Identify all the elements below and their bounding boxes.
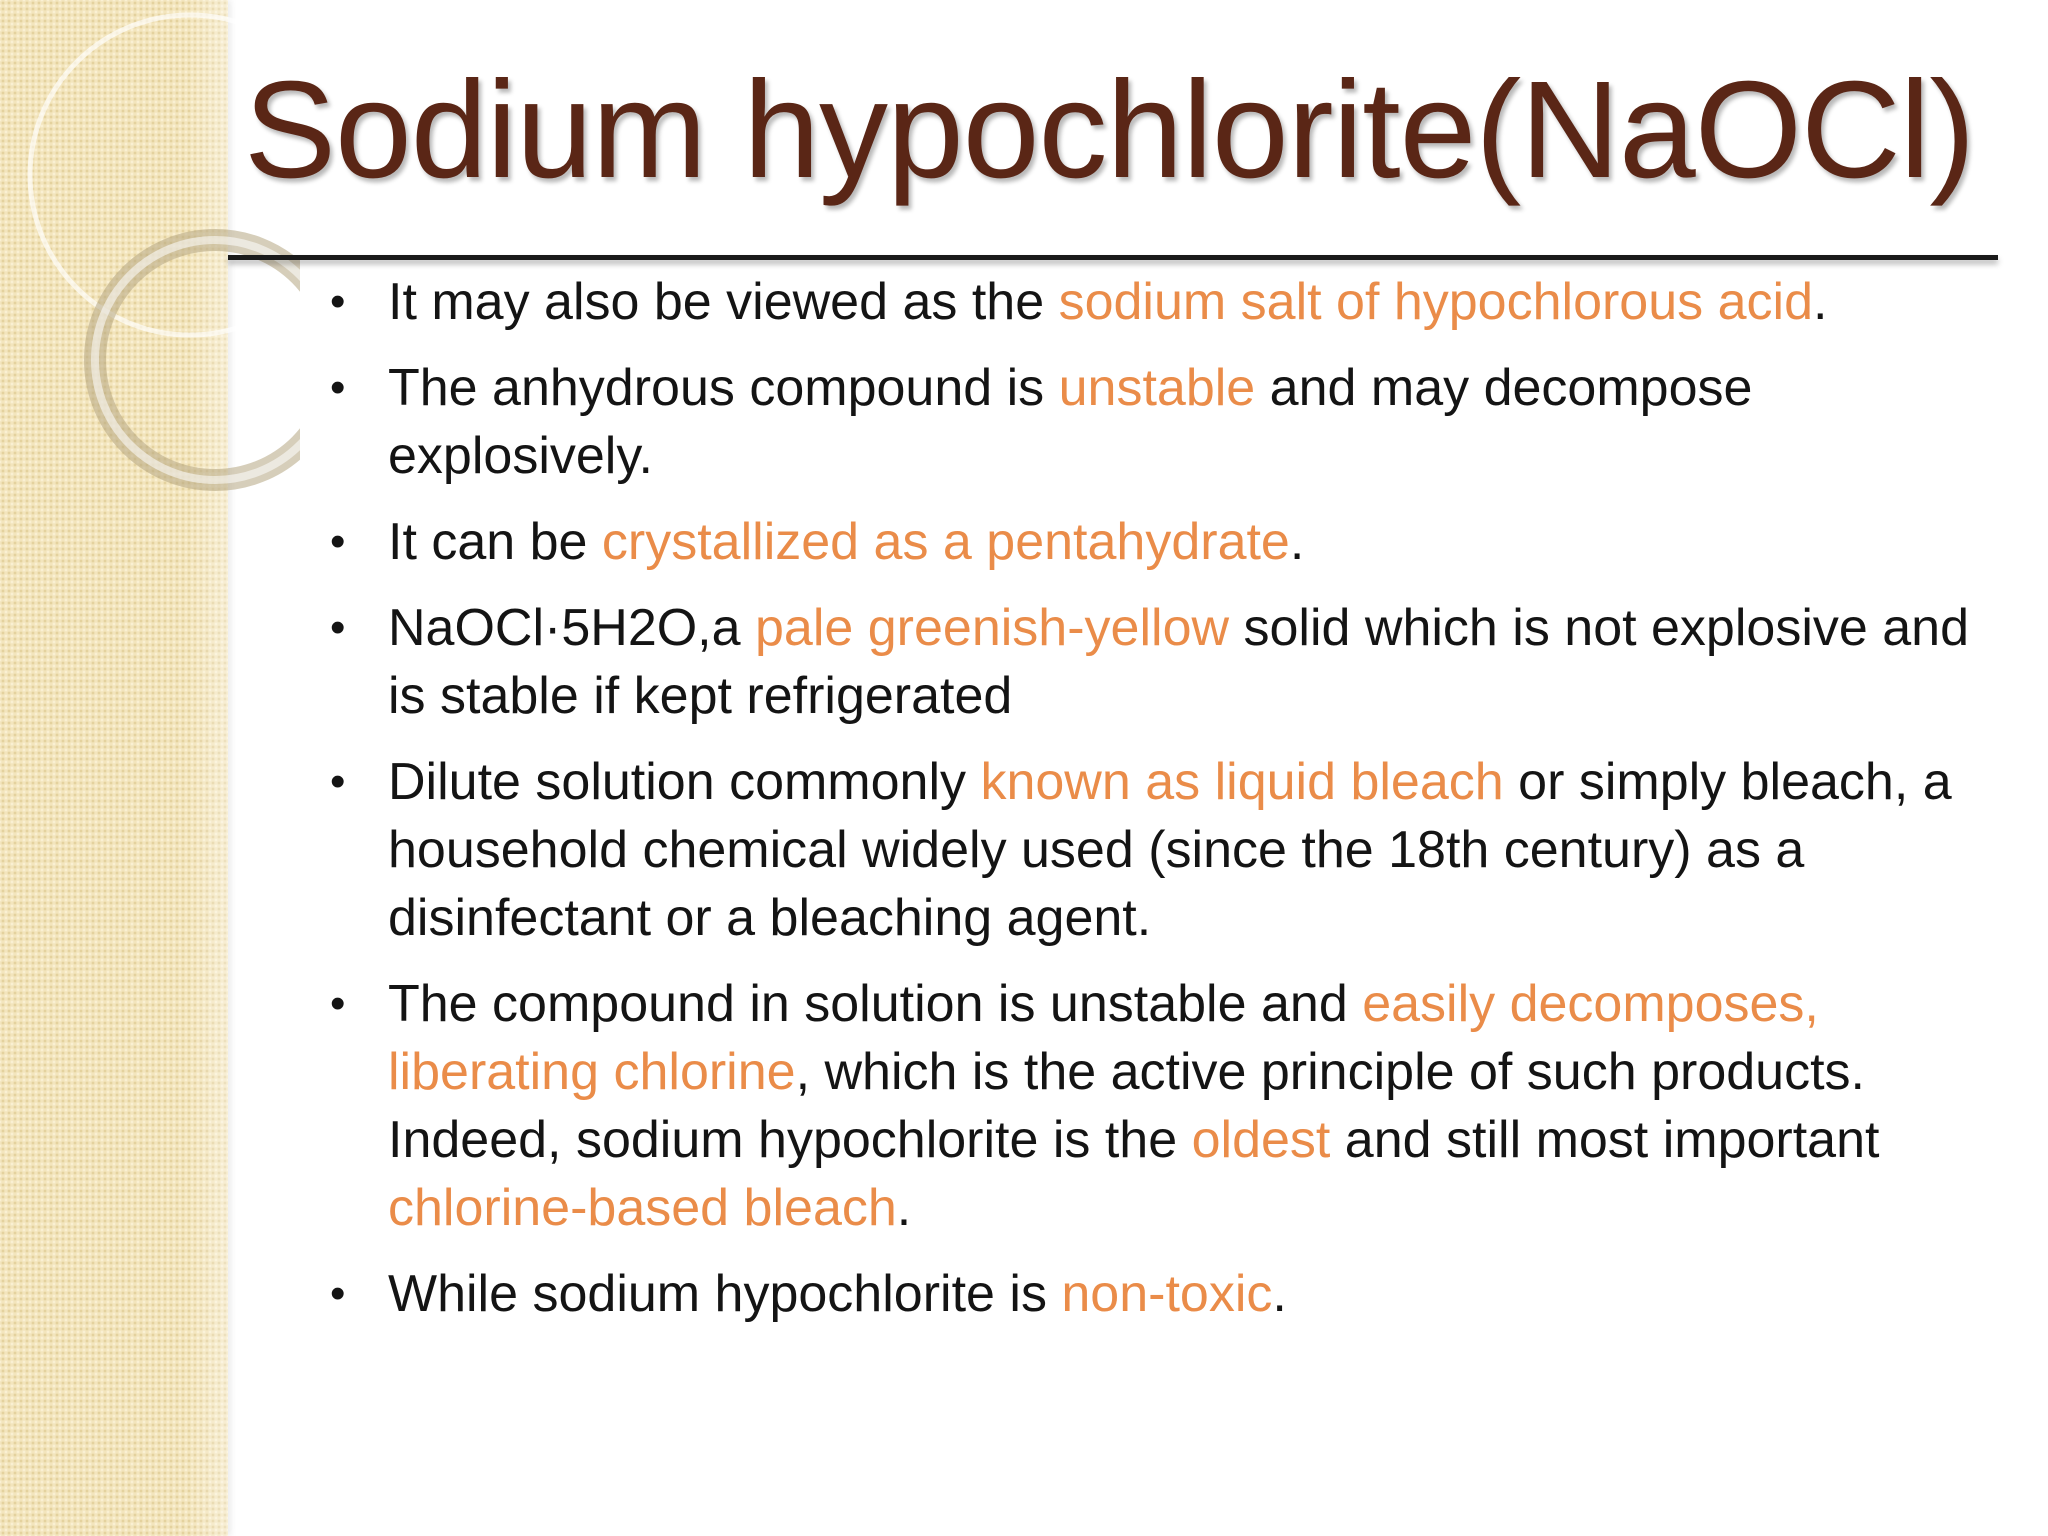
bullet-text: . [1812,273,1828,331]
bullet-item [388,268,2008,336]
bullet-highlight: crystallized as a pentahydrate [601,513,1290,571]
bullet-text: and may decompose explosively. [388,359,1753,485]
bullet-text: While sodium hypochlorite is [388,1265,1062,1323]
bullet-highlight: oldest [1191,1111,1331,1169]
bullet-text: The anhydrous compound is [388,359,1059,417]
bullet-list [388,268,2008,1346]
bullet-text: It can be [388,513,602,571]
bullet-text: and still most important [1330,1111,1880,1169]
slide-title: Sodium hypochlorite(NaOCl) [244,53,1975,207]
bullet-highlight: chlorine-based bleach [388,1179,897,1237]
bullet-text: , which is the active principle of such products. Indeed, sodium hypochlorite is the [388,1043,1865,1169]
bullet-highlight: sodium salt of hypochlorous acid [1058,273,1813,331]
bullet-highlight: pale greenish-yellow [755,599,1230,657]
bullet-item [388,748,2008,952]
bullet-highlight: easily decomposes, liberating chlorine [388,975,1819,1101]
bullet-item [388,594,2008,730]
bullet-text: Dilute solution commonly [388,753,981,811]
bullet-item [388,1260,2008,1328]
bullet-text: . [896,1179,912,1237]
bullet-text: . [1289,513,1305,571]
bullet-text: It may also be viewed as the [388,273,1059,331]
bullet-item [388,354,2008,490]
bullet-highlight: known as liquid bleach [980,753,1504,811]
bullet-text: . [1272,1265,1287,1323]
decorative-ring-medium-highlight [95,240,300,480]
title-underline-rule [228,255,1998,260]
bullet-text: solid which is not explosive and is stable if kept refrigerated [388,599,1970,725]
bullet-highlight: unstable [1058,359,1256,417]
bullet-text: NaOCl·5H2O,a [388,599,755,657]
bullet-text: The compound in solution is unstable and [388,975,1363,1033]
bullet-item [388,508,2008,576]
bullet-item [388,970,2008,1242]
bullet-highlight: non-toxic [1061,1265,1273,1323]
bullet-text: or simply bleach, a household chemical widely used (since the 18th century) as a disinfectant or a bleaching agent. [388,753,1952,947]
